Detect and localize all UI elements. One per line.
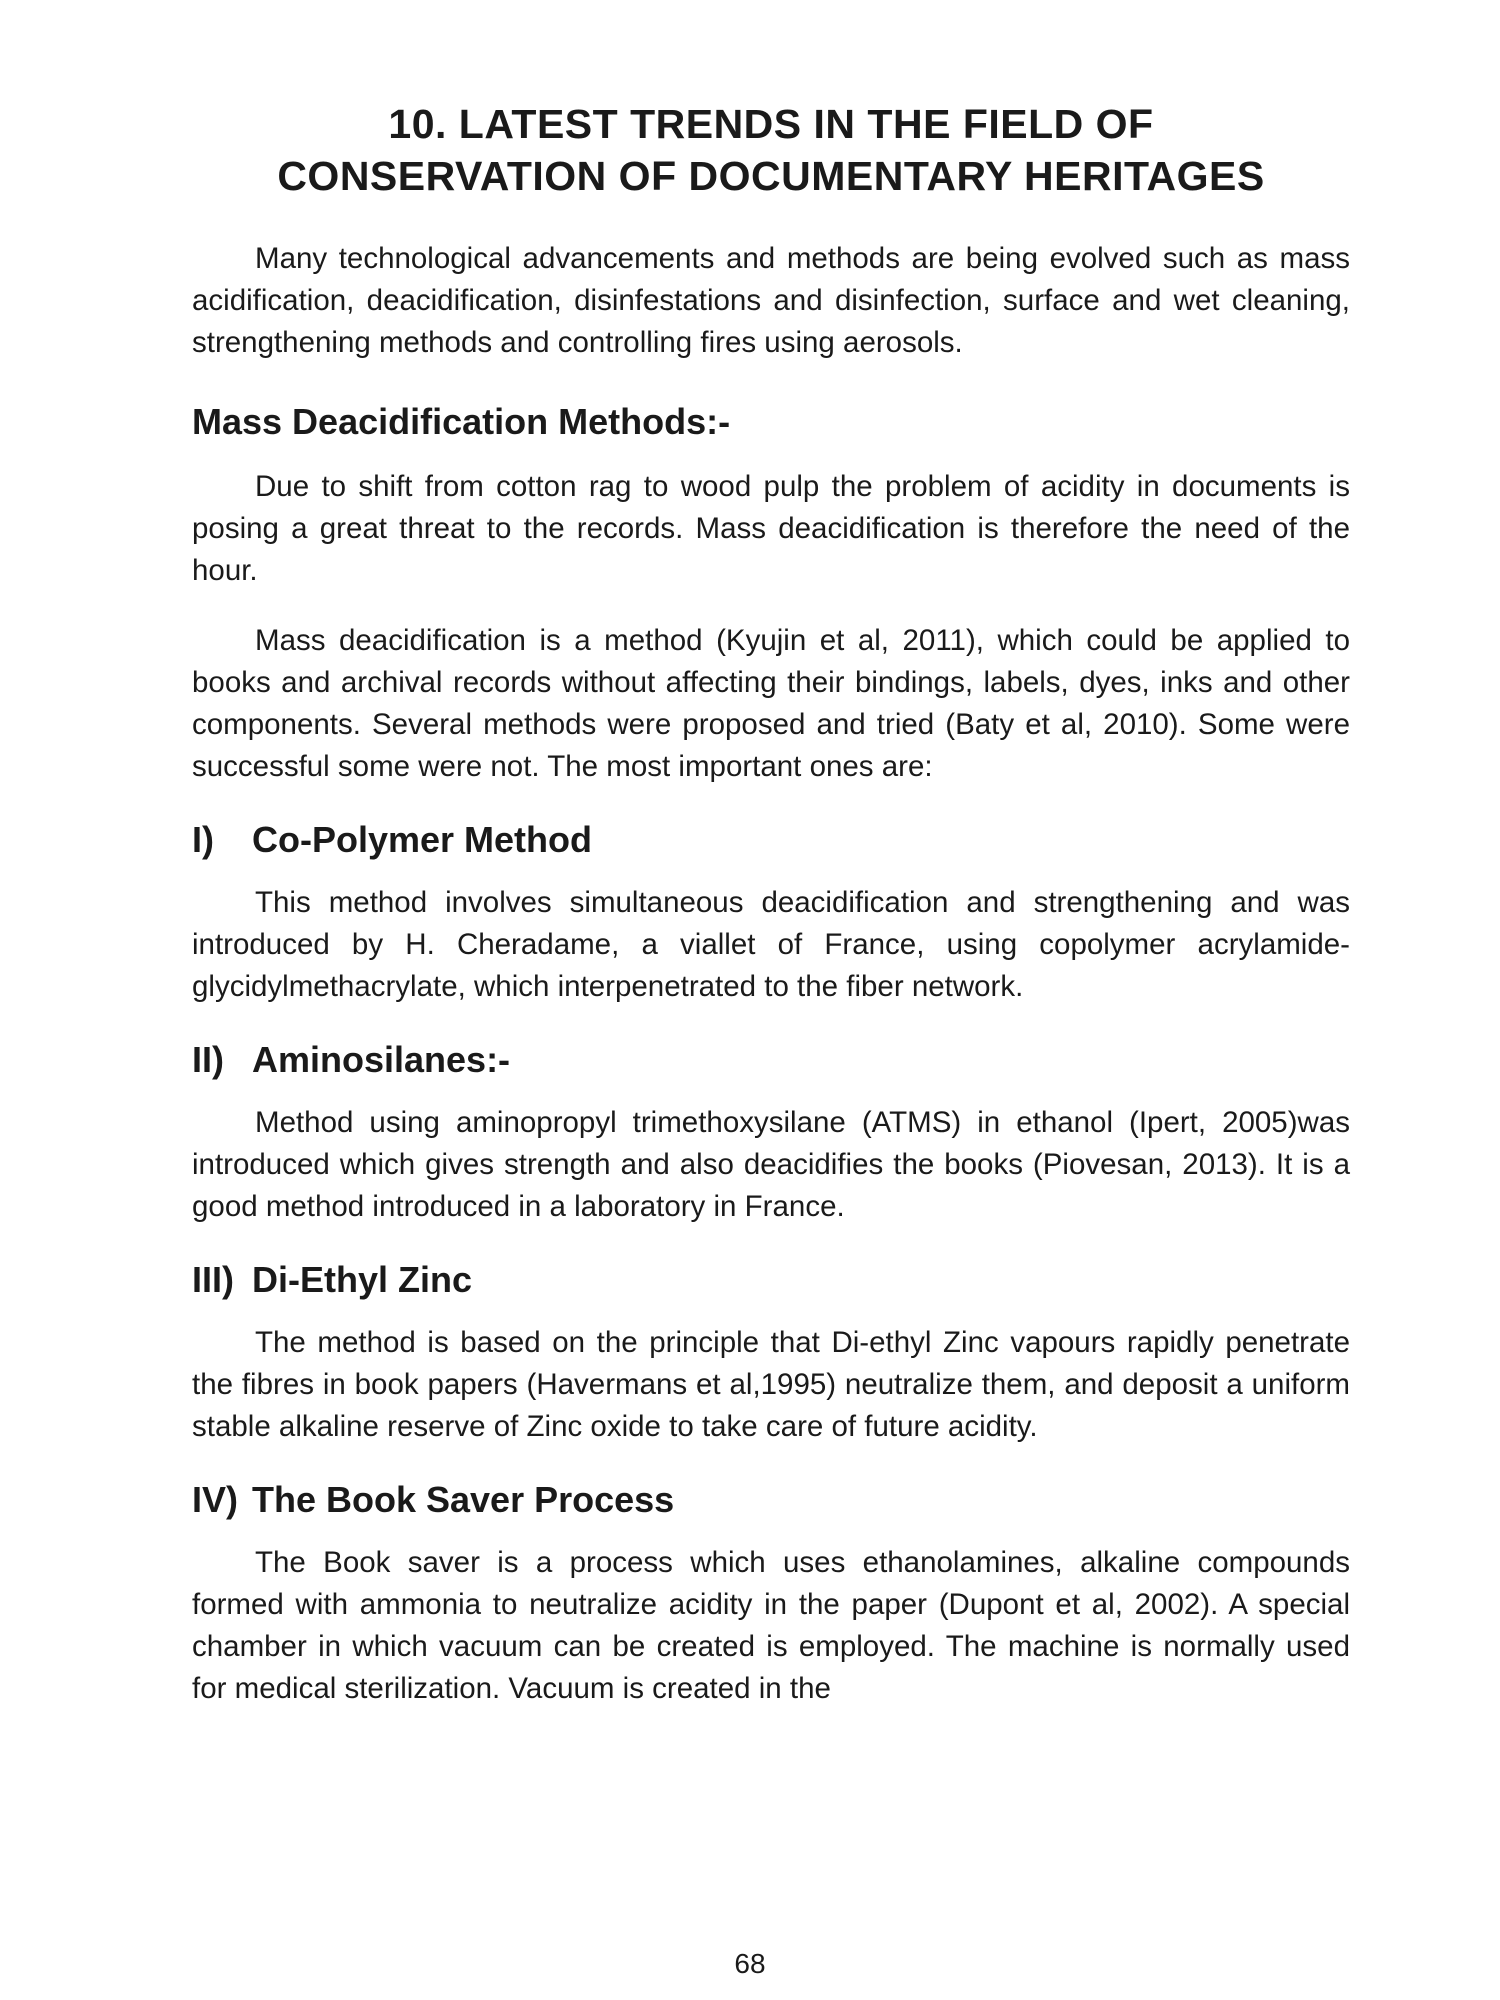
intro-paragraph: Many technological advancements and methods are being evolved such as mass acidification, deacidification, disinfestations and disinfection, surface and wet cleaning, strengthening methods and controlling fires using aerosols. <box>192 242 1350 359</box>
method-number: IV) <box>192 1479 239 1520</box>
method-heading-co-polymer <box>192 818 1350 862</box>
method-paragraph-co-polymer: This method involves simultaneous deacidification and strengthening and was introduced by H. Cheradame, a viallet of France, using copolymer acrylamide-glycidylmethacrylate, which interpenetrated to the fiber network. <box>192 886 1350 1003</box>
method-paragraph-book-saver: The Book saver is a process which uses ethanolamines, alkaline compounds formed with ammonia to neutralize acidity in the paper (Dupont et al, 2002). A special chamber in which vacuum can be created is employed. The machine is normally used for medical sterilization. Vacuum is created in the <box>192 1546 1350 1705</box>
method-paragraph-aminosilanes: Method using aminopropyl trimethoxysilane (ATMS) in ethanol (Ipert, 2005)was introduced which gives strength and also deacidifies the books (Piovesan, 2013). It is a good method introduced in a laboratory in France. <box>192 1106 1350 1223</box>
section-heading-mass-deacidification: Mass Deacidification Methods:- <box>192 401 731 442</box>
chapter-title-line-1: 10. LATEST TRENDS IN THE FIELD OF <box>388 101 1154 147</box>
method-heading-di-ethyl-zinc <box>192 1258 1350 1302</box>
method-paragraph-di-ethyl-zinc: The method is based on the principle that Di-ethyl Zinc vapours rapidly penetrate the fibres in book papers (Havermans et al,1995) neutralize them, and deposit a uniform stable alkaline reserve of Zinc oxide to take care of future acidity. <box>192 1326 1350 1443</box>
page-number: 68 <box>734 1948 766 1979</box>
method-heading-aminosilanes <box>192 1038 1350 1082</box>
method-heading-book-saver <box>192 1478 1350 1522</box>
mass-deacidification-paragraph-2: Mass deacidification is a method (Kyujin et al, 2011), which could be applied to books and archival records without affecting their bindings, labels, dyes, inks and other components. Several methods were proposed and tried (Baty et al, 2010). Some were successful some were not. The most important ones are: <box>192 624 1350 783</box>
chapter-title <box>192 98 1350 202</box>
page-content <box>192 98 1350 1710</box>
method-title: Di-Ethyl Zinc <box>252 1259 473 1300</box>
method-number: II) <box>192 1039 224 1080</box>
method-number: I) <box>192 819 214 860</box>
method-number: III) <box>192 1259 234 1300</box>
mass-deacidification-paragraph-1: Due to shift from cotton rag to wood pulp the problem of acidity in documents is posing a great threat to the records. Mass deacidification is therefore the need of the hour. <box>192 470 1350 587</box>
chapter-title-line-2: CONSERVATION OF DOCUMENTARY HERITAGES <box>277 153 1265 199</box>
method-title: The Book Saver Process <box>252 1479 675 1520</box>
method-title: Aminosilanes:- <box>252 1039 511 1080</box>
method-title: Co-Polymer Method <box>252 819 593 860</box>
